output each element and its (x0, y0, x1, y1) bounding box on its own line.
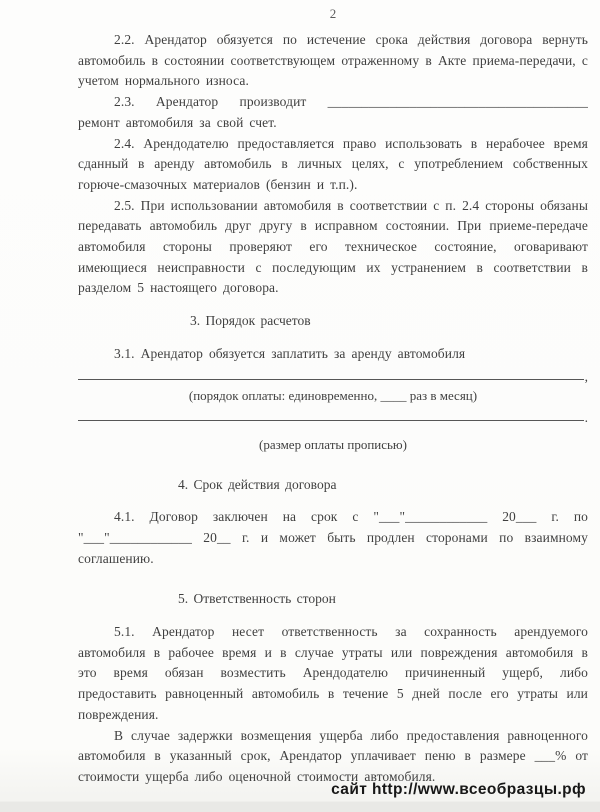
clause-2-5: 2.5. При использовании автомобиля в соответствии с п. 2.4 стороны обязаны передавать автомобиль друг другу в исправном состоянии. При приеме-передаче автомобиля стороны проверяют его техническое состояние, оговаривают имеющиеся неисправности с последующим их устранением в соответствии в разделом 5 настоящего договора. (78, 197, 588, 296)
watermark-site-url: сайт http://www.всеобразцы.рф (331, 781, 586, 798)
fill-in-rule (78, 378, 584, 380)
clause-5-2: В случае задержки возмещения ущерба либо предоставления равноценного автомобиля в указанный срок, Арендатор уплачивает пеню в размере ___% от стоимости ущерба либо оценочной стоимости автомобиля. (78, 727, 588, 784)
fill-in-rule (78, 419, 584, 421)
spacer (78, 455, 588, 463)
clause-3-1: 3.1. Арендатор обязуется заплатить за аренду автомобиля (114, 345, 466, 361)
page-content (78, 5, 588, 788)
scan-edge (0, 801, 600, 812)
section-3-heading: 3. Порядок расчетов (190, 313, 311, 329)
page-number: 2 (329, 6, 337, 21)
spacer (78, 569, 588, 577)
clause-2-3: 2.3. Арендатор производит ______________________________________ ремонт автомобиля за свой счет. (78, 94, 588, 130)
payment-amount-blank-line (78, 409, 588, 425)
clause-4-1: 4.1. Договор заключен на срок с "___"____________ 20___ г. по "___"____________ 20__ г. и может быть продлен сторонами по взаимному соглашению. (78, 509, 588, 566)
section-5-heading: 5. Ответственность сторон (178, 591, 336, 607)
clause-5-1: 5.1. Арендатор несет ответственность за сохранность арендуемого автомобиля в рабочее время и в случае утраты или повреждения автомобиля в это время обязан возместить Арендодателю причиненный ущерб, либо предоставить равноценный автомобиль в течение 5 дней после его утраты или повреждения. (78, 624, 588, 722)
clause-2-4: 2.4. Арендодателю предоставляется право использовать в нерабочее время сданный в аренду автомобиль в личных целях, с употреблением собственных горюче-смазочных материалов (бензин и т.п.). (78, 135, 588, 192)
blank-line-period: . (584, 409, 588, 425)
clause-2-2: 2.2. Арендатор обязуется по истечение срока действия договора вернуть автомобиль в состоянии соответствующем отраженному в Акте приема-передачи, с учетом нормального износа. (78, 32, 588, 89)
blank-line-comma: , (584, 368, 588, 384)
payment-order-blank-line (78, 368, 588, 384)
section-4-heading: 4. Срок действия договора (178, 476, 337, 492)
payment-amount-caption: (размер оплаты прописью) (259, 436, 407, 452)
payment-order-caption: (порядок оплаты: единовременно, ____ раз в месяц) (188, 387, 478, 403)
